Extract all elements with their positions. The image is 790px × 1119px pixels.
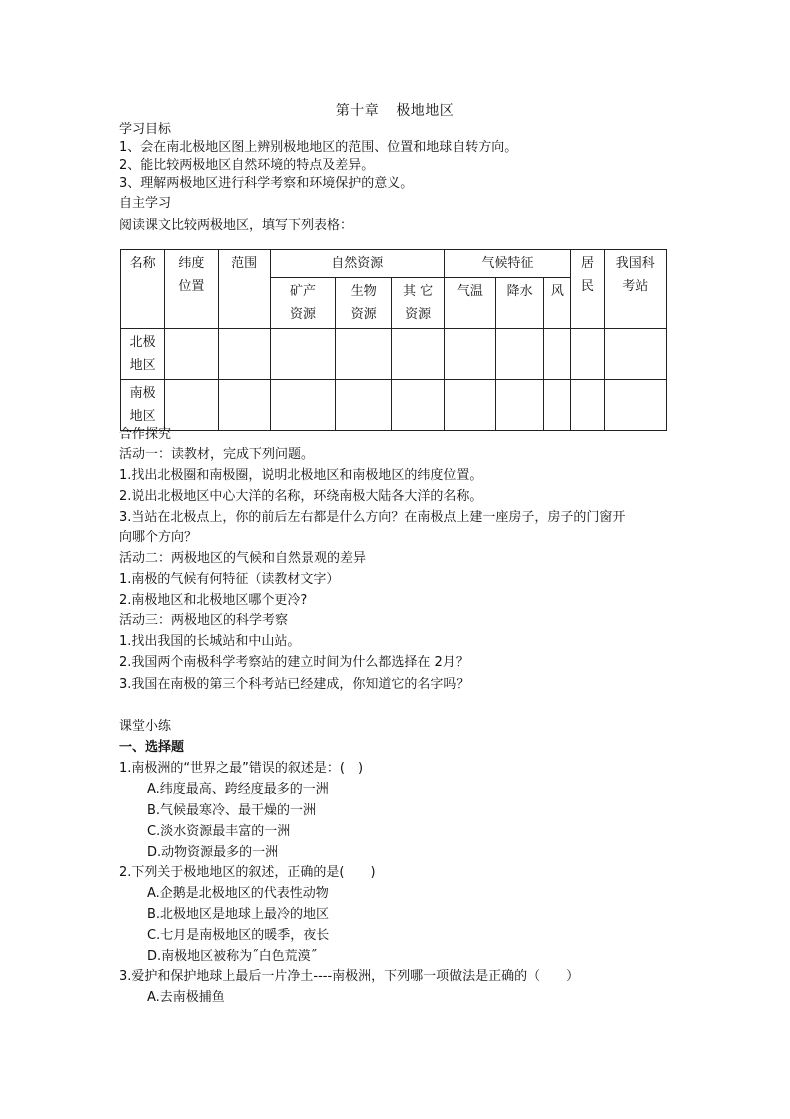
- goal-item: 3、理解两极地区进行科学考察和环境保护的意义。: [119, 176, 414, 191]
- answer-cell[interactable]: [496, 329, 544, 380]
- answer-cell[interactable]: [392, 380, 444, 431]
- header-climate: 气候特征: [444, 250, 571, 278]
- table-instruction: 阅读课文比较两极地区，填写下列表格：: [119, 218, 354, 233]
- activity-line: 2.我国两个南极科学考察站的建立时间为什么都选择在 2月？: [119, 655, 469, 670]
- table-row: [121, 380, 667, 431]
- option-1b[interactable]: B.气候最寒冷、最干燥的一洲: [147, 803, 317, 818]
- answer-cell[interactable]: [571, 329, 604, 380]
- section-heading-self-study: 自主学习: [119, 196, 172, 211]
- option-1c[interactable]: C.淡水资源最丰富的一洲: [147, 824, 291, 839]
- answer-cell[interactable]: [270, 380, 335, 431]
- option-1d[interactable]: D.动物资源最多的一洲: [147, 845, 279, 860]
- page-title: [0, 100, 790, 120]
- answer-cell[interactable]: [444, 329, 495, 380]
- option-2c[interactable]: C.七月是南极地区的暖季，夜长: [147, 928, 330, 943]
- comparison-table: [120, 249, 667, 431]
- option-2b[interactable]: B.北极地区是地球上最冷的地区: [147, 907, 330, 922]
- answer-cell[interactable]: [218, 380, 270, 431]
- answer-cell[interactable]: [165, 329, 218, 380]
- subsection-heading: 一、选择题: [119, 740, 185, 755]
- goal-item: 2、能比较两极地区自然环境的特点及差异。: [119, 158, 375, 173]
- header-biological: 生物 资源: [336, 278, 392, 329]
- option-2a[interactable]: A.企鹅是北极地区的代表性动物: [147, 886, 329, 901]
- activity-line: 1.找出我国的长城站和中山站。: [119, 634, 301, 649]
- row-label-north: 北极 地区: [121, 329, 165, 380]
- option-2d[interactable]: D.南极地区被称为˝白色荒漠˝: [147, 949, 318, 964]
- answer-cell[interactable]: [218, 329, 270, 380]
- answer-cell[interactable]: [496, 380, 544, 431]
- header-residents: 居 民: [571, 250, 604, 329]
- answer-cell[interactable]: [604, 380, 666, 431]
- activity-line: 活动一：读教材，完成下列问题。: [119, 447, 315, 462]
- activity-line: 3.当站在北极点上，你的前后左右都是什么方向？在南极点上建一座房子，房子的门窗开: [119, 510, 626, 525]
- activity-line: 向哪个方向？: [119, 530, 198, 545]
- goal-item: 1、会在南北极地区图上辨别极地地区的范围、位置和地球自转方向。: [119, 140, 518, 155]
- answer-cell[interactable]: [444, 380, 495, 431]
- activity-line: 1.南极的气候有何特征（读教材文字）: [119, 572, 340, 587]
- header-name: 名称: [121, 250, 165, 329]
- row-label-south: 南极 地区: [121, 380, 165, 431]
- answer-cell[interactable]: [604, 329, 666, 380]
- activity-line: 1.找出北极圈和南极圈，说明北极地区和南极地区的纬度位置。: [119, 468, 483, 483]
- chapter-number: 第十章: [335, 103, 380, 119]
- activity-line: 3.我国在南极的第三个科考站已经建成，你知道它的名字吗？: [119, 677, 470, 692]
- header-other: 其 它 资源: [392, 278, 444, 329]
- option-1a[interactable]: A.纬度最高、跨经度最多的一洲: [147, 782, 329, 797]
- header-range: 范围: [218, 250, 270, 329]
- answer-cell[interactable]: [571, 380, 604, 431]
- header-mineral: 矿产 资源: [270, 278, 335, 329]
- section-heading-explore: 合作探究: [119, 427, 172, 442]
- section-heading-goals: 学习目标: [119, 122, 172, 137]
- answer-cell[interactable]: [336, 380, 392, 431]
- answer-cell[interactable]: [392, 329, 444, 380]
- question-1: 1.南极洲的“世界之最”错误的叙述是：( ): [119, 761, 364, 776]
- header-precipitation: 降水: [496, 278, 544, 329]
- header-research-station: 我国科 考站: [604, 250, 666, 329]
- answer-cell[interactable]: [336, 329, 392, 380]
- question-2: 2.下列关于极地地区的叙述，正确的是( ): [119, 865, 376, 880]
- chapter-name: 极地地区: [396, 103, 455, 119]
- header-temperature: 气温: [444, 278, 495, 329]
- header-natural-resources: 自然资源: [270, 250, 444, 278]
- header-latitude: 纬度 位置: [165, 250, 218, 329]
- option-3a[interactable]: A.去南极捕鱼: [147, 990, 225, 1005]
- activity-line: 2.说出北极地区中心大洋的名称，环绕南极大陆各大洋的名称。: [119, 489, 483, 504]
- section-heading-practice: 课堂小练: [119, 719, 172, 734]
- activity-line: 活动二：两极地区的气候和自然景观的差异: [119, 551, 367, 566]
- table-row: [121, 329, 667, 380]
- activity-line: 活动三：两极地区的科学考察: [119, 613, 289, 628]
- answer-cell[interactable]: [165, 380, 218, 431]
- header-wind: 风: [544, 278, 571, 329]
- activity-line: 2.南极地区和北极地区哪个更冷?: [119, 593, 308, 608]
- answer-cell[interactable]: [270, 329, 335, 380]
- answer-cell[interactable]: [544, 329, 571, 380]
- question-3: 3.爱护和保护地球上最后一片净土----南极洲，下列哪一项做法是正确的（ ）: [119, 969, 580, 984]
- answer-cell[interactable]: [544, 380, 571, 431]
